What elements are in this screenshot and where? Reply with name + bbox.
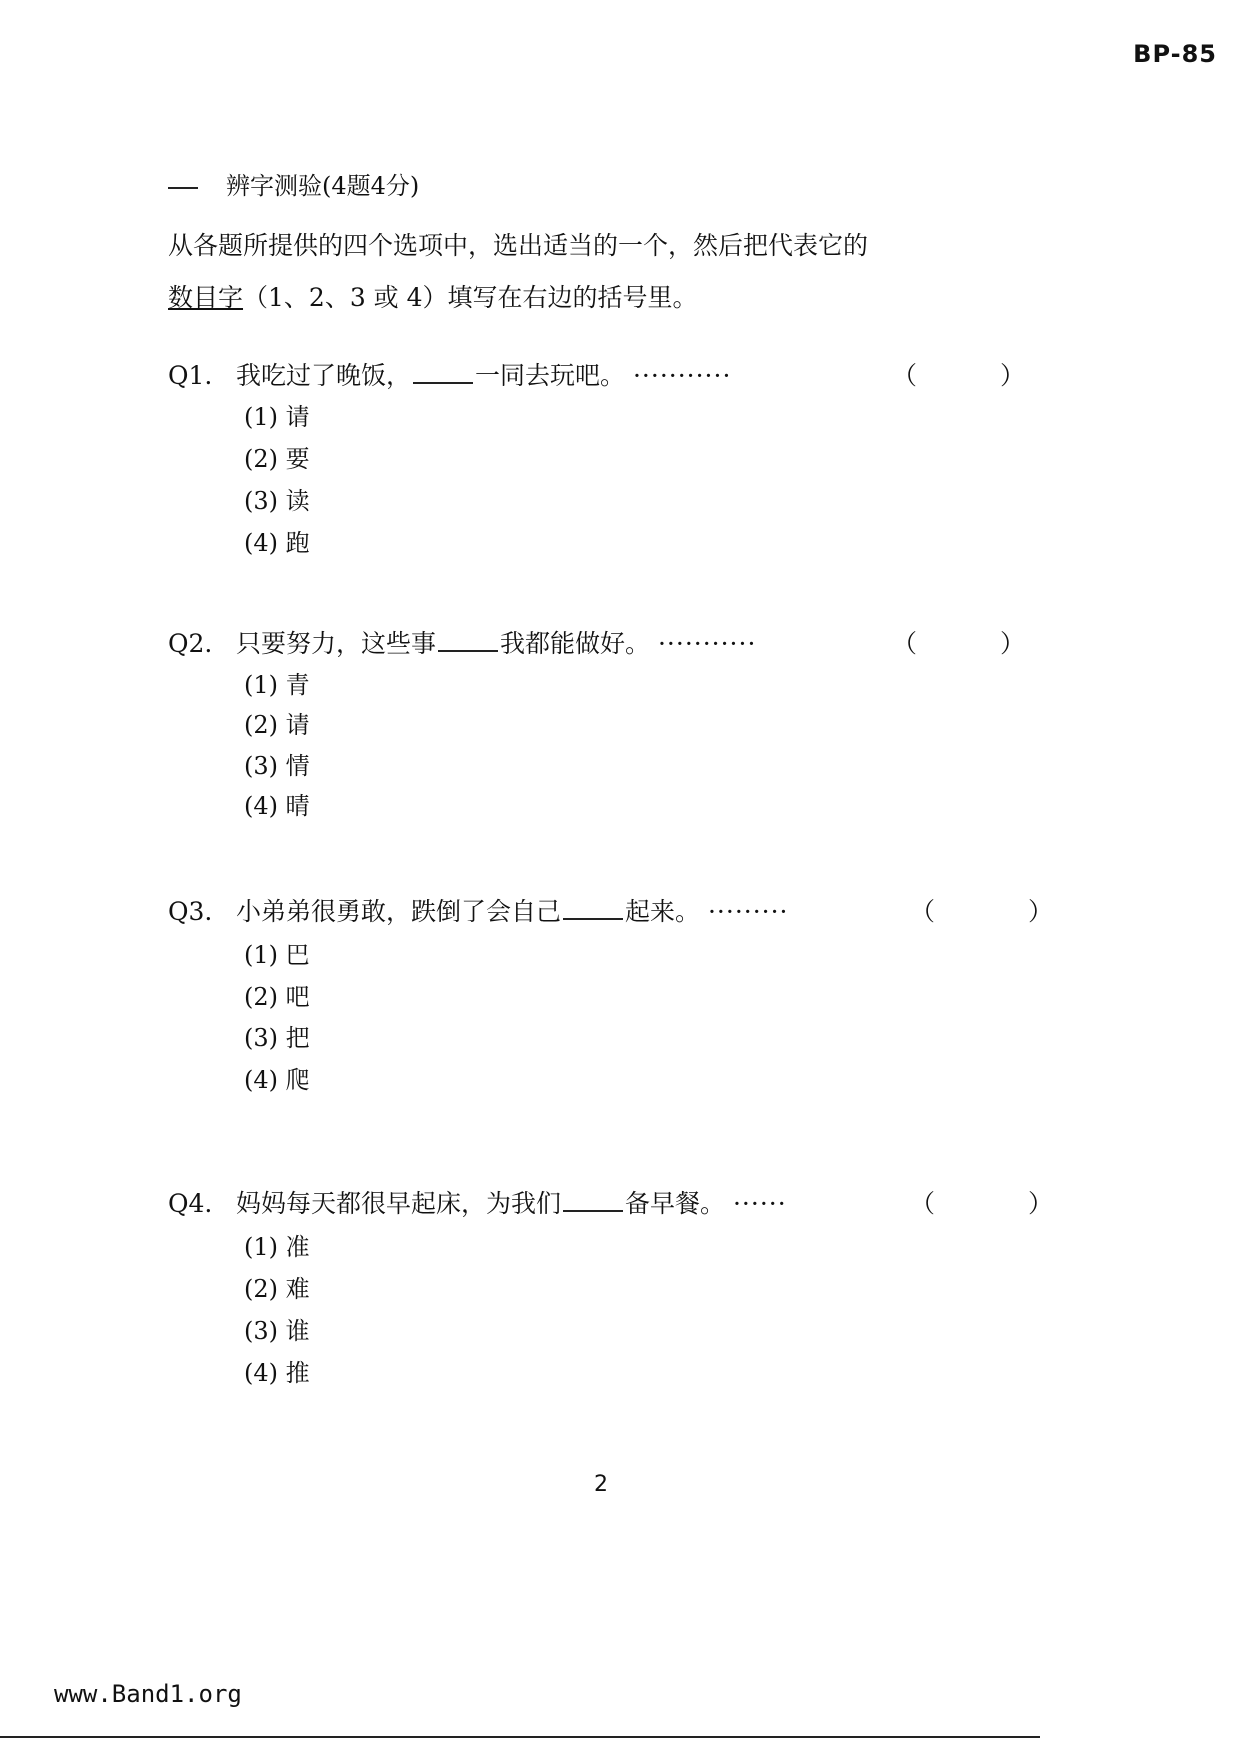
option-item: (4) 跑 xyxy=(244,529,310,557)
question-text-after: 一同去玩吧。 xyxy=(475,361,626,390)
answer-paren-close: ） xyxy=(1000,361,1026,390)
option-item: (2) 吧 xyxy=(244,983,310,1011)
answer-paren-open: （ xyxy=(892,361,918,390)
option-item: (4) 晴 xyxy=(244,792,310,820)
question-4 xyxy=(168,1184,787,1220)
option-item: (1) 巴 xyxy=(244,941,310,969)
question-text-after: 备早餐。 xyxy=(625,1189,726,1218)
section-dash xyxy=(168,187,198,189)
leader-dots: ········· xyxy=(707,897,789,926)
answer-paren-open: （ xyxy=(892,629,918,658)
option-item: (1) 青 xyxy=(244,671,310,699)
answer-blank xyxy=(413,368,473,384)
instruction-line-2 xyxy=(168,272,698,324)
leader-dots: ··········· xyxy=(657,629,757,658)
answer-paren-open: （ xyxy=(910,1189,936,1218)
answer-blank xyxy=(563,904,623,920)
option-item: (2) 难 xyxy=(244,1275,310,1303)
question-text-after: 起来。 xyxy=(625,897,701,926)
answer-paren-close: ） xyxy=(1028,897,1054,926)
option-item: (3) 把 xyxy=(244,1024,310,1052)
answer-blank xyxy=(438,636,498,652)
question-label: Q3. xyxy=(168,897,213,926)
answer-paren-close: ） xyxy=(1000,629,1026,658)
question-text-before: 小弟弟很勇敢，跌倒了会自己 xyxy=(236,897,562,926)
question-text-before: 妈妈每天都很早起床，为我们 xyxy=(236,1189,562,1218)
option-item: (1) 准 xyxy=(244,1233,310,1261)
option-item: (3) 情 xyxy=(244,752,310,780)
section-title-text: 辨字测验(4题4分) xyxy=(226,172,420,200)
answer-paren-close: ） xyxy=(1028,1189,1054,1218)
option-item: (2) 要 xyxy=(244,445,310,473)
answer-blank xyxy=(563,1196,623,1212)
leader-dots: ······ xyxy=(732,1189,787,1218)
instruction-line-2-rest: （1、2、3 或 4）填写在右边的括号里。 xyxy=(243,283,698,312)
option-item: (4) 爬 xyxy=(244,1066,310,1094)
question-label: Q2. xyxy=(168,629,213,658)
question-3 xyxy=(168,892,789,928)
section-title xyxy=(168,166,419,201)
question-text-before: 我吃过了晚饭， xyxy=(236,361,412,390)
option-item: (1) 请 xyxy=(244,403,310,431)
footer-rule xyxy=(0,1736,1040,1738)
instruction-line-1: 从各题所提供的四个选项中，选出适当的一个，然后把代表它的 xyxy=(168,231,869,260)
instruction-underlined-text: 数目字 xyxy=(168,283,244,312)
answer-paren-open: （ xyxy=(910,897,936,926)
page-code: BP-85 xyxy=(1133,40,1217,68)
question-text-before: 只要努力，这些事 xyxy=(236,629,437,658)
option-item: (3) 读 xyxy=(244,487,310,515)
question-text-after: 我都能做好。 xyxy=(500,629,651,658)
option-item: (4) 推 xyxy=(244,1359,310,1387)
page-number: 2 xyxy=(594,1472,608,1497)
footer-url: www.Band1.org xyxy=(54,1680,242,1708)
question-label: Q4. xyxy=(168,1189,213,1218)
leader-dots: ··········· xyxy=(632,361,732,390)
question-2 xyxy=(168,624,756,660)
option-item: (3) 谁 xyxy=(244,1317,310,1345)
question-label: Q1. xyxy=(168,361,213,390)
question-1 xyxy=(168,356,731,392)
option-item: (2) 请 xyxy=(244,711,310,739)
